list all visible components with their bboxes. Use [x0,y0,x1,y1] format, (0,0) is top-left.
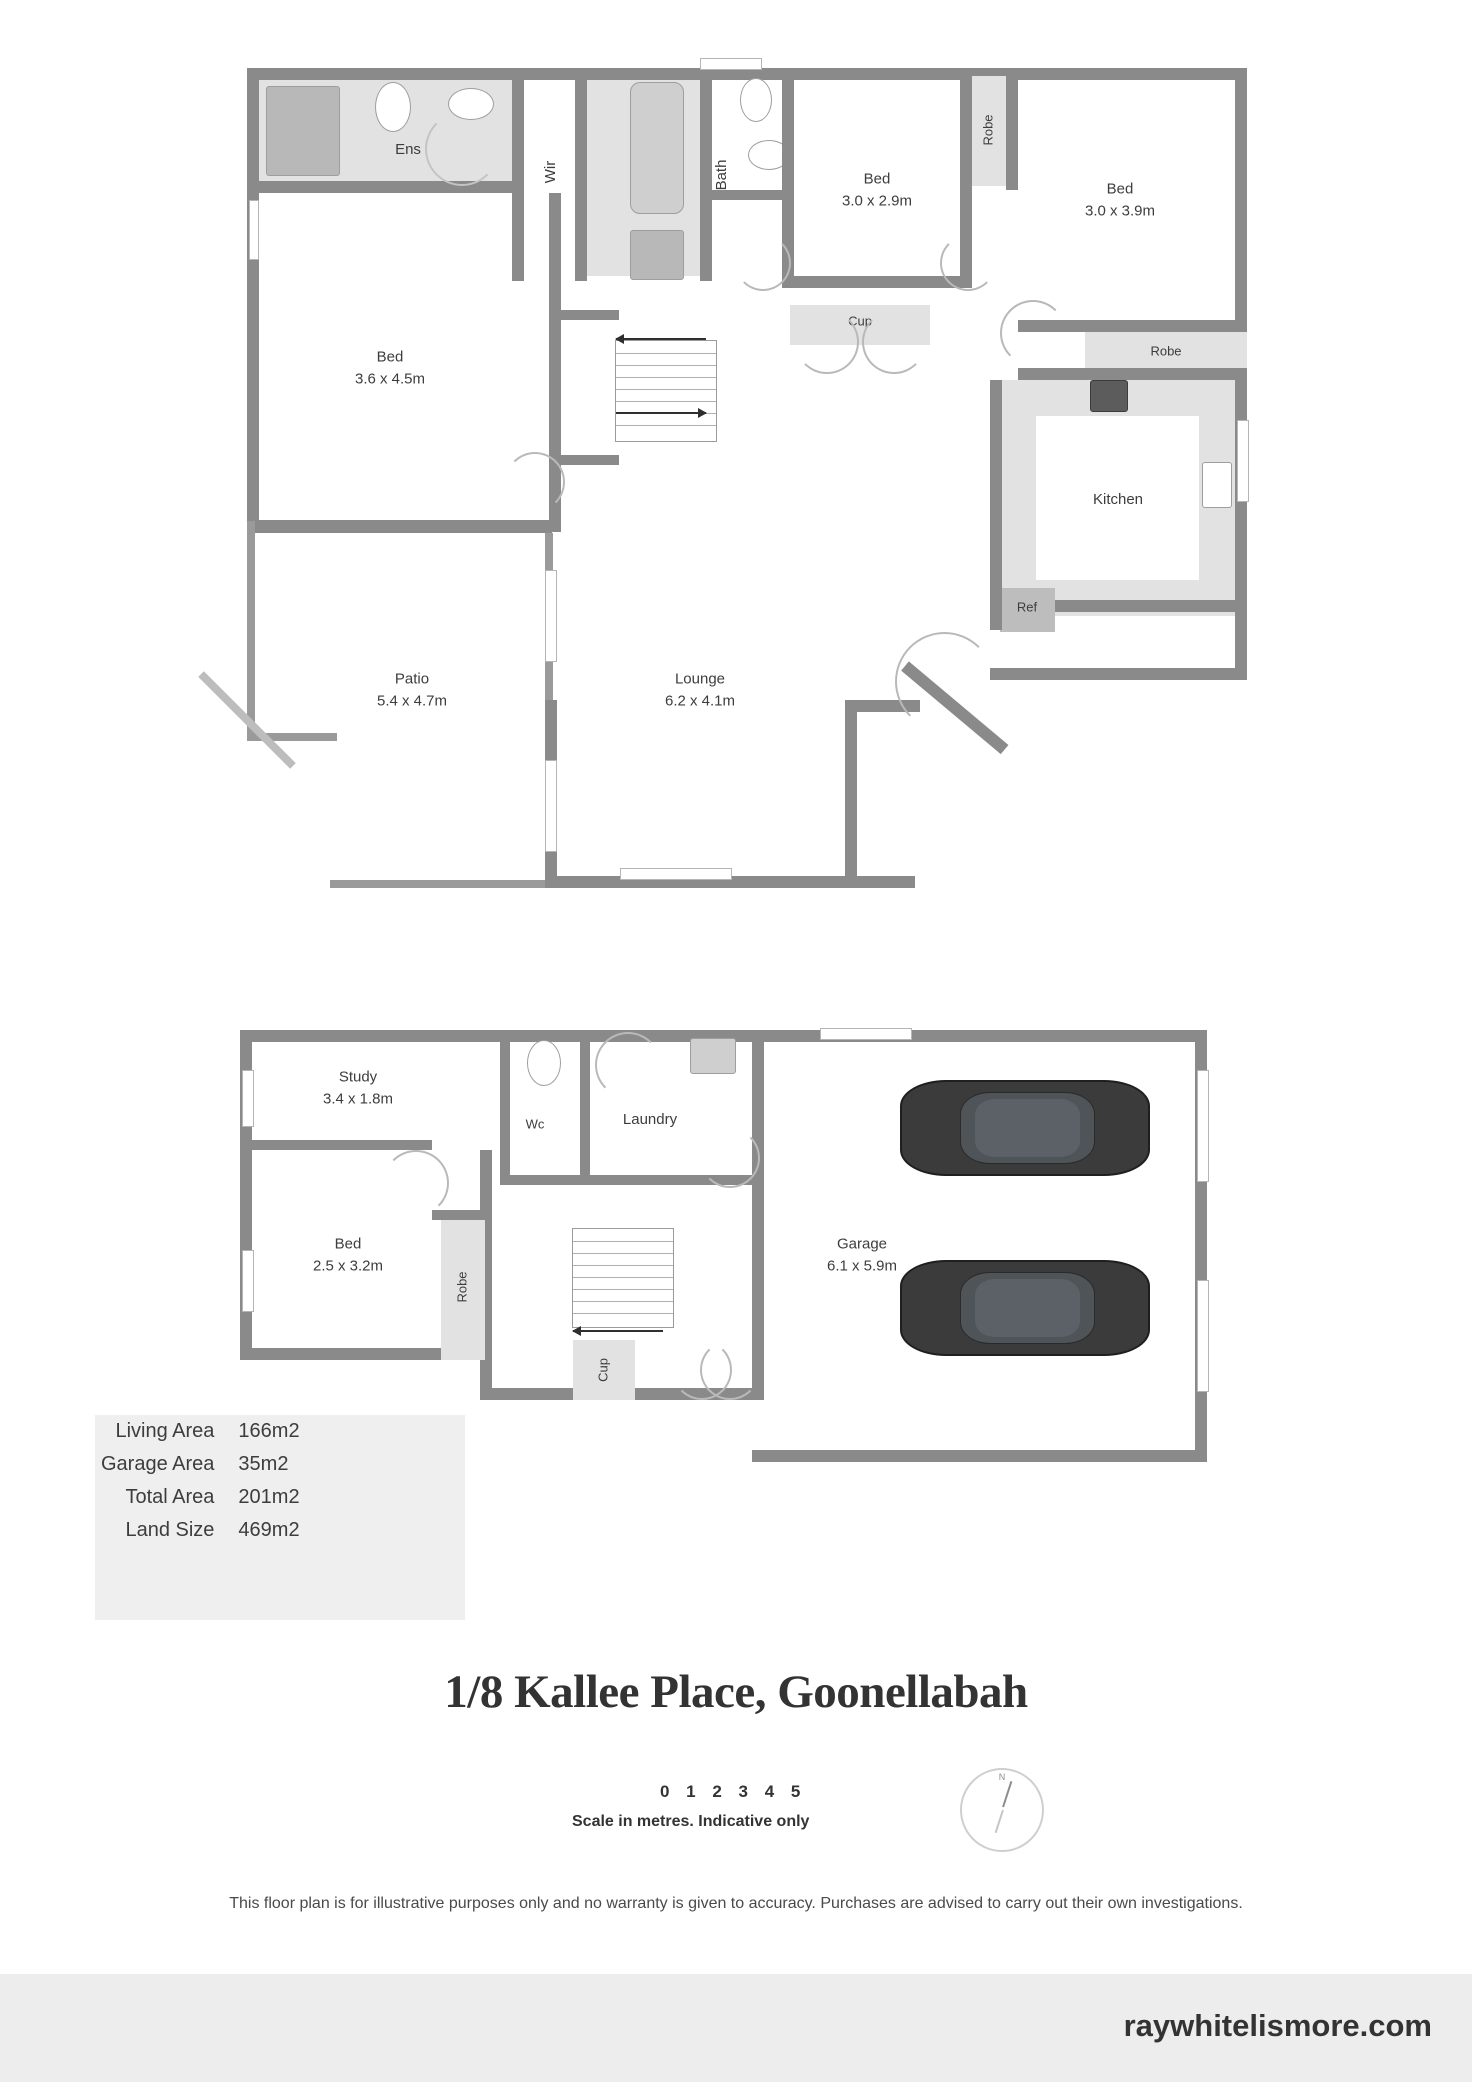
table-row [95,1514,306,1547]
brand-link[interactable]: raywhitelismore.com [1123,2008,1432,2043]
area-value: 201m2 [238,1486,300,1508]
compass-north-label: N [998,1772,1006,1782]
room-label-cup: Cup [848,313,872,329]
area-summary-table [95,1415,465,1620]
room-label-bed-lower: Bed 2.5 x 3.2m [312,1235,384,1274]
room-label-bed-1: Bed 3.0 x 2.9m [841,170,913,209]
wall [247,68,259,193]
wall [432,1210,487,1220]
room-label-study: Study 3.4 x 1.8m [322,1068,394,1107]
wall [575,68,587,281]
window [249,200,259,260]
stair-direction-arrow-down [616,412,706,414]
scale-numbers: 0 1 2 3 4 5 [660,1782,807,1801]
wall [1055,600,1247,612]
area-value: 35m2 [238,1453,289,1475]
wall [752,1450,1207,1462]
room-label-wc: Wc [525,1116,545,1132]
room-label-lounge: Lounge 6.2 x 4.1m [664,670,736,709]
room-label-robe-lower: Robe [454,1271,470,1303]
area-value: 166m2 [238,1420,300,1442]
room-label-robe-1: Robe [980,114,996,146]
shower-fixture [630,230,684,280]
area-label: Land Size [125,1519,215,1541]
wall [1006,68,1018,190]
wall [561,455,619,465]
room-label-bath: Bath [713,159,731,191]
window [1197,1070,1209,1182]
laundry-tub-fixture [690,1038,736,1074]
room-label-bed-3: Bed 3.6 x 4.5m [354,348,426,387]
room-label-ref: Ref [1016,599,1038,615]
area-label: Garage Area [101,1453,215,1475]
page-title: 1/8 Kallee Place, Goonellabah [444,1666,1028,1718]
window [1197,1280,1209,1392]
wall [580,1030,590,1182]
door-arc [700,1340,760,1400]
room-label-cup-lower: Cup [595,1358,611,1382]
wall [512,68,524,281]
table-row [95,1481,306,1514]
room-label-wir: Wir [542,160,560,184]
wall [561,310,619,320]
room-label-bed-2: Bed 3.0 x 3.9m [1084,180,1156,219]
wall [990,380,1002,630]
wall [845,700,857,888]
compass-icon [960,1768,1044,1852]
door-arc [383,1150,449,1216]
wall [500,1030,510,1182]
wall [1235,68,1247,318]
wall [1018,368,1247,380]
cooktop-icon [1090,380,1128,412]
disclaimer-text: This floor plan is for illustrative purposes only and no warranty is given to accuracy. Purchases are advised to carry out their own investigations. [229,1895,1243,1912]
area-label: Total Area [125,1486,215,1508]
door-arc [700,1128,760,1188]
staircase [615,340,717,442]
lower-floor-plan [0,1010,1472,1480]
wall [752,1030,764,1400]
area-label: Living Area [115,1420,215,1442]
table-row [95,1415,306,1448]
footer-bar [0,1974,1472,2082]
staircase [572,1228,674,1328]
area-value: 469m2 [238,1519,300,1541]
door-arc [862,310,926,374]
room-label-patio: Patio 5.4 x 4.7m [376,670,448,709]
window [1237,420,1249,502]
door-arc [940,235,996,291]
room-label-kitchen: Kitchen [1092,491,1144,509]
toilet-fixture [527,1040,561,1086]
patio-wall [247,521,255,741]
toilet-fixture [375,82,411,132]
window [620,868,732,880]
window [700,58,762,70]
kitchen-bench [1000,380,1036,610]
window [545,570,557,662]
room-label-robe-2: Robe [1150,343,1182,359]
door-arc [595,1032,661,1098]
compass-needle-tail [995,1810,1004,1833]
table-row [95,1448,306,1481]
wall [712,190,782,200]
car-icon [900,1080,1150,1176]
stair-direction-arrow [573,1330,663,1332]
scale-caption: Scale in metres. Indicative only [572,1813,810,1830]
wall [990,668,1247,680]
room-label-ens: Ens [395,141,421,159]
shower-fixture [266,86,340,176]
door-arc [505,452,565,512]
wall [252,1140,432,1150]
room-label-garage: Garage 6.1 x 5.9m [826,1235,898,1274]
door-arc [425,112,499,186]
window [545,760,557,852]
stair-direction-arrow-up [616,338,706,340]
patio-wall [330,880,552,888]
window [820,1028,912,1040]
toilet-fixture [740,78,772,122]
window [242,1250,254,1312]
compass-needle [1002,1781,1012,1807]
door-arc [735,235,791,291]
door-arc [895,632,994,731]
bathtub-fixture [630,82,684,214]
wall [259,520,549,532]
car-icon [900,1260,1150,1356]
door-arc [1000,300,1066,366]
upper-floor-plan [0,0,1472,720]
sink-icon [1202,462,1232,508]
room-label-laundry: Laundry [622,1111,678,1129]
window [242,1070,254,1127]
door-arc [795,310,859,374]
